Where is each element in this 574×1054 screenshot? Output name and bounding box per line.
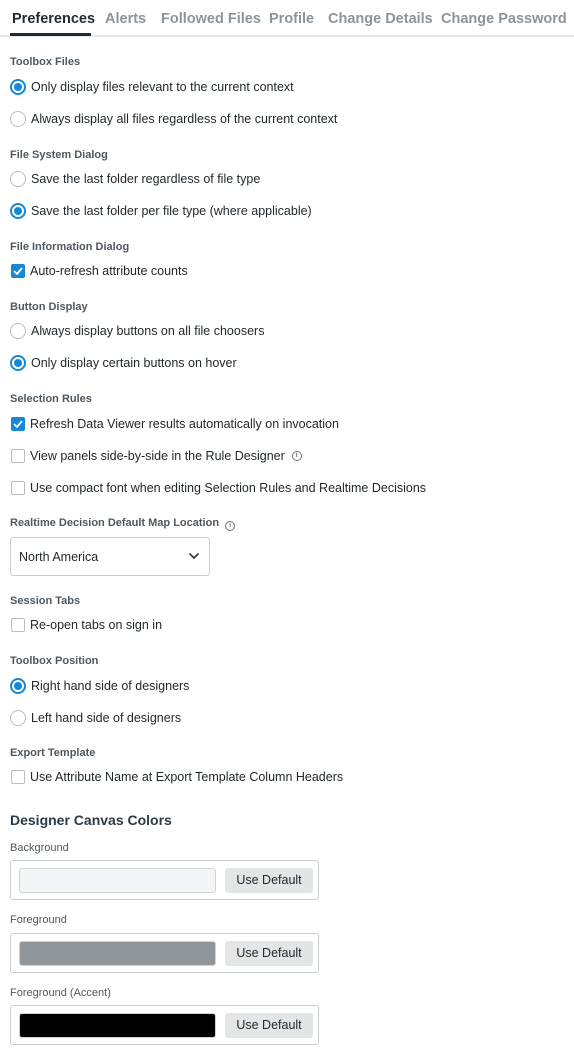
selection-rules-label: Selection Rules	[10, 393, 92, 405]
foreground-color-field	[10, 933, 319, 973]
checkbox-unchecked-icon[interactable]	[11, 481, 25, 495]
radio-left-hand-side[interactable]	[10, 709, 181, 727]
checkbox-reopen-tabs[interactable]	[10, 616, 162, 634]
toolbox-position-label: Toolbox Position	[10, 655, 99, 667]
info-icon[interactable]: i	[292, 451, 302, 461]
radio-label: Always display buttons on all file choosers	[31, 324, 265, 338]
radio-selected-icon[interactable]	[10, 355, 26, 371]
checkbox-label: Use Attribute Name at Export Template Column Headers	[30, 770, 344, 784]
checkbox-label: Re-open tabs on sign in	[30, 618, 163, 632]
map-location-select[interactable]	[10, 537, 210, 576]
checkbox-unchecked-icon[interactable]	[11, 449, 25, 463]
checkbox-label: Use compact font when editing Selection Rules and Realtime Decisions	[30, 481, 427, 495]
foreground-color-label: Foreground	[10, 914, 67, 926]
radio-toolbox-relevant[interactable]	[10, 78, 294, 96]
checkbox-checked-icon[interactable]	[11, 417, 25, 431]
tab-change-details[interactable]: Change Details	[328, 11, 433, 27]
foreground-use-default-button[interactable]: Use Default	[225, 941, 313, 966]
foreground-accent-color-swatch[interactable]	[19, 1013, 216, 1038]
checkbox-refresh-data-viewer[interactable]	[10, 415, 339, 433]
background-color-label: Background	[10, 842, 69, 854]
radio-right-hand-side[interactable]	[10, 677, 189, 695]
export-template-label: Export Template	[10, 747, 96, 759]
tab-preferences[interactable]: Preferences	[12, 11, 96, 27]
radio-save-regardless[interactable]	[10, 170, 260, 188]
realtime-map-label-text: Realtime Decision Default Map Location	[10, 517, 220, 529]
tab-profile[interactable]: Profile	[269, 11, 315, 27]
radio-label: Always display all files regardless of the current context	[31, 112, 338, 126]
radio-label: Save the last folder regardless of file type	[31, 172, 261, 186]
foreground-accent-color-field	[10, 1005, 319, 1045]
radio-selected-icon[interactable]	[10, 79, 26, 95]
radio-label: Only display certain buttons on hover	[31, 356, 237, 370]
checkbox-auto-refresh[interactable]	[10, 262, 188, 280]
tab-followed-files[interactable]: Followed Files	[161, 11, 261, 27]
background-use-default-button[interactable]: Use Default	[225, 868, 313, 893]
radio-label: Left hand side of designers	[31, 711, 182, 725]
checkbox-label: Refresh Data Viewer results automatically on invocation	[30, 417, 339, 431]
checkbox-checked-icon[interactable]	[11, 264, 25, 278]
tab-bar	[0, 0, 574, 37]
file-system-dialog-label: File System Dialog	[10, 149, 108, 161]
background-color-swatch[interactable]	[19, 868, 216, 893]
active-tab-indicator	[10, 33, 91, 36]
session-tabs-label: Session Tabs	[10, 595, 81, 607]
radio-hover-buttons[interactable]	[10, 354, 237, 372]
checkbox-attribute-name-headers[interactable]	[10, 768, 343, 786]
background-color-field	[10, 860, 319, 900]
tab-change-password[interactable]: Change Password	[441, 11, 567, 27]
toolbox-files-label: Toolbox Files	[10, 56, 81, 68]
button-display-label: Button Display	[10, 301, 88, 313]
foreground-accent-use-default-button[interactable]: Use Default	[225, 1013, 313, 1038]
radio-unselected-icon[interactable]	[10, 171, 26, 187]
tab-alerts[interactable]: Alerts	[105, 11, 147, 27]
map-location-value: North America	[19, 550, 99, 564]
checkbox-label: Auto-refresh attribute counts	[30, 264, 188, 278]
radio-label: Right hand side of designers	[31, 679, 190, 693]
checkbox-unchecked-icon[interactable]	[11, 618, 25, 632]
designer-canvas-colors-title: Designer Canvas Colors	[10, 812, 172, 828]
radio-selected-icon[interactable]	[10, 203, 26, 219]
radio-unselected-icon[interactable]	[10, 111, 26, 127]
radio-label: Save the last folder per file type (where applicable)	[31, 204, 312, 218]
radio-unselected-icon[interactable]	[10, 710, 26, 726]
foreground-accent-color-label: Foreground (Accent)	[10, 987, 111, 999]
realtime-map-label	[10, 517, 235, 531]
checkbox-label: View panels side-by-side in the Rule Designer	[30, 449, 285, 463]
foreground-color-swatch[interactable]	[19, 941, 216, 966]
radio-always-display-buttons[interactable]	[10, 322, 264, 340]
chevron-down-icon	[188, 552, 200, 560]
checkbox-side-by-side[interactable]	[10, 447, 302, 465]
checkbox-compact-font[interactable]	[10, 479, 426, 497]
radio-save-per-type[interactable]	[10, 202, 312, 220]
radio-unselected-icon[interactable]	[10, 323, 26, 339]
file-information-dialog-label: File Information Dialog	[10, 241, 130, 253]
radio-selected-icon[interactable]	[10, 678, 26, 694]
radio-label: Only display files relevant to the current context	[31, 80, 294, 94]
radio-toolbox-all[interactable]	[10, 110, 337, 128]
info-icon[interactable]: i	[225, 521, 235, 531]
checkbox-unchecked-icon[interactable]	[11, 770, 25, 784]
